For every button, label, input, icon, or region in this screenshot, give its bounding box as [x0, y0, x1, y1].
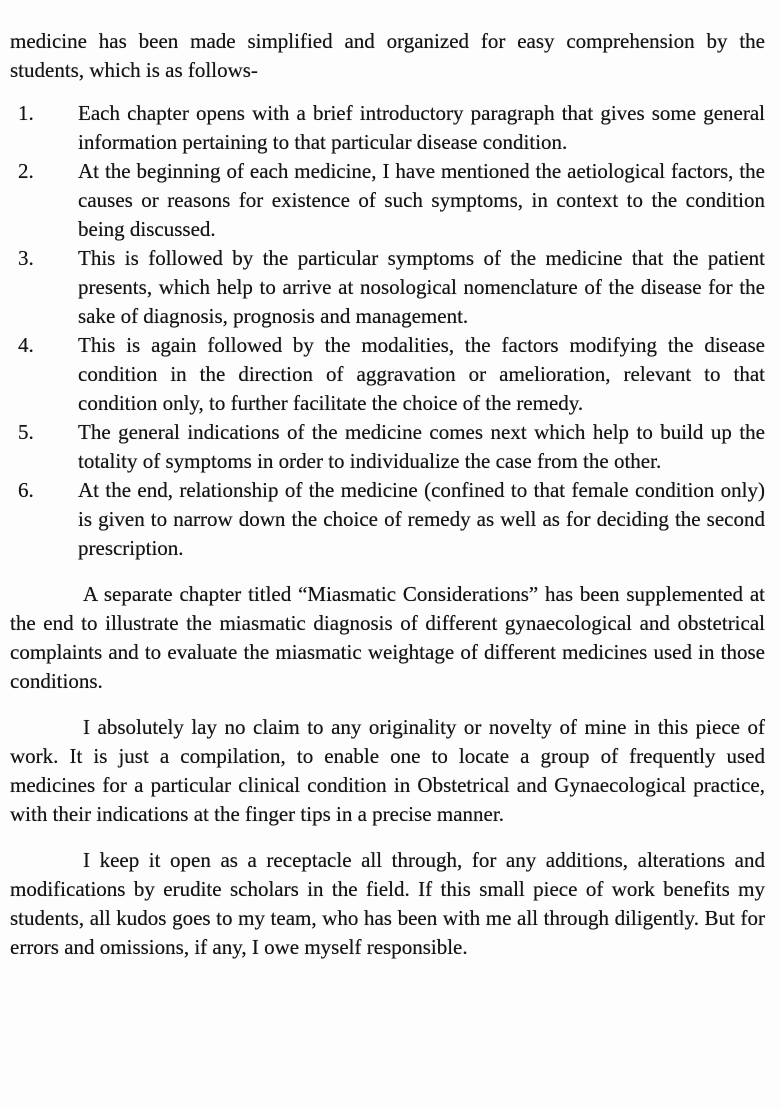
list-item-number: 5. [18, 420, 34, 444]
list-item-number: 4. [18, 333, 34, 357]
list-item [10, 418, 765, 476]
list-item-number: 6. [18, 478, 34, 502]
list-item-text: At the end, relationship of the medicine (confined to that female condition only) is given to narrow down the choice of remedy as well as for deciding the second prescription. [78, 478, 765, 560]
body-paragraph: A separate chapter titled “Miasmatic Considerations” has been supplemented at the end to illustrate the miasmatic diagnosis of different gynaecological and obstetrical complaints and to evaluate the miasmatic weightage of different medicines used in those conditions. [10, 582, 765, 693]
list-item-text: At the beginning of each medicine, I have mentioned the aetiological factors, the causes or reasons for existence of such symptoms, in context to the condition being discussed. [78, 159, 765, 241]
list-item-number: 1. [18, 101, 34, 125]
body-paragraph: I keep it open as a receptacle all through, for any additions, alterations and modifications by erudite scholars in the field. If this small piece of work benefits my students, all kudos goes to my team, who has been with me all through diligently. But for errors and omissions, if any, I owe myself responsible. [10, 848, 765, 959]
list-item [10, 331, 765, 418]
list-item [10, 476, 765, 563]
list-item-text: This is followed by the particular symptoms of the medicine that the patient presents, which help to arrive at nosological nomenclature of the disease for the sake of diagnosis, prognosis and management. [78, 246, 765, 328]
body-paragraph: I absolutely lay no claim to any originality or novelty of mine in this piece of work. It is just a compilation, to enable one to locate a group of frequently used medicines for a particular clinical condition in Obstetrical and Gynaecological practice, with their indications at the finger tips in a precise manner. [10, 715, 765, 826]
numbered-list [10, 99, 765, 563]
list-item-number: 3. [18, 246, 34, 270]
list-item-text: Each chapter opens with a brief introductory paragraph that gives some general information pertaining to that particular disease condition. [78, 101, 765, 154]
list-item [10, 157, 765, 244]
list-item [10, 244, 765, 331]
intro-paragraph: medicine has been made simplified and organized for easy comprehension by the students, which is as follows- [10, 29, 765, 82]
list-item-text: This is again followed by the modalities, the factors modifying the disease condition in the direction of aggravation or amelioration, relevant to that condition only, to further facilitate the choice of the remedy. [78, 333, 765, 415]
list-item-number: 2. [18, 159, 34, 183]
list-item-text: The general indications of the medicine comes next which help to build up the totality of symptoms in order to individualize the case from the other. [78, 420, 765, 473]
list-item [10, 99, 765, 157]
